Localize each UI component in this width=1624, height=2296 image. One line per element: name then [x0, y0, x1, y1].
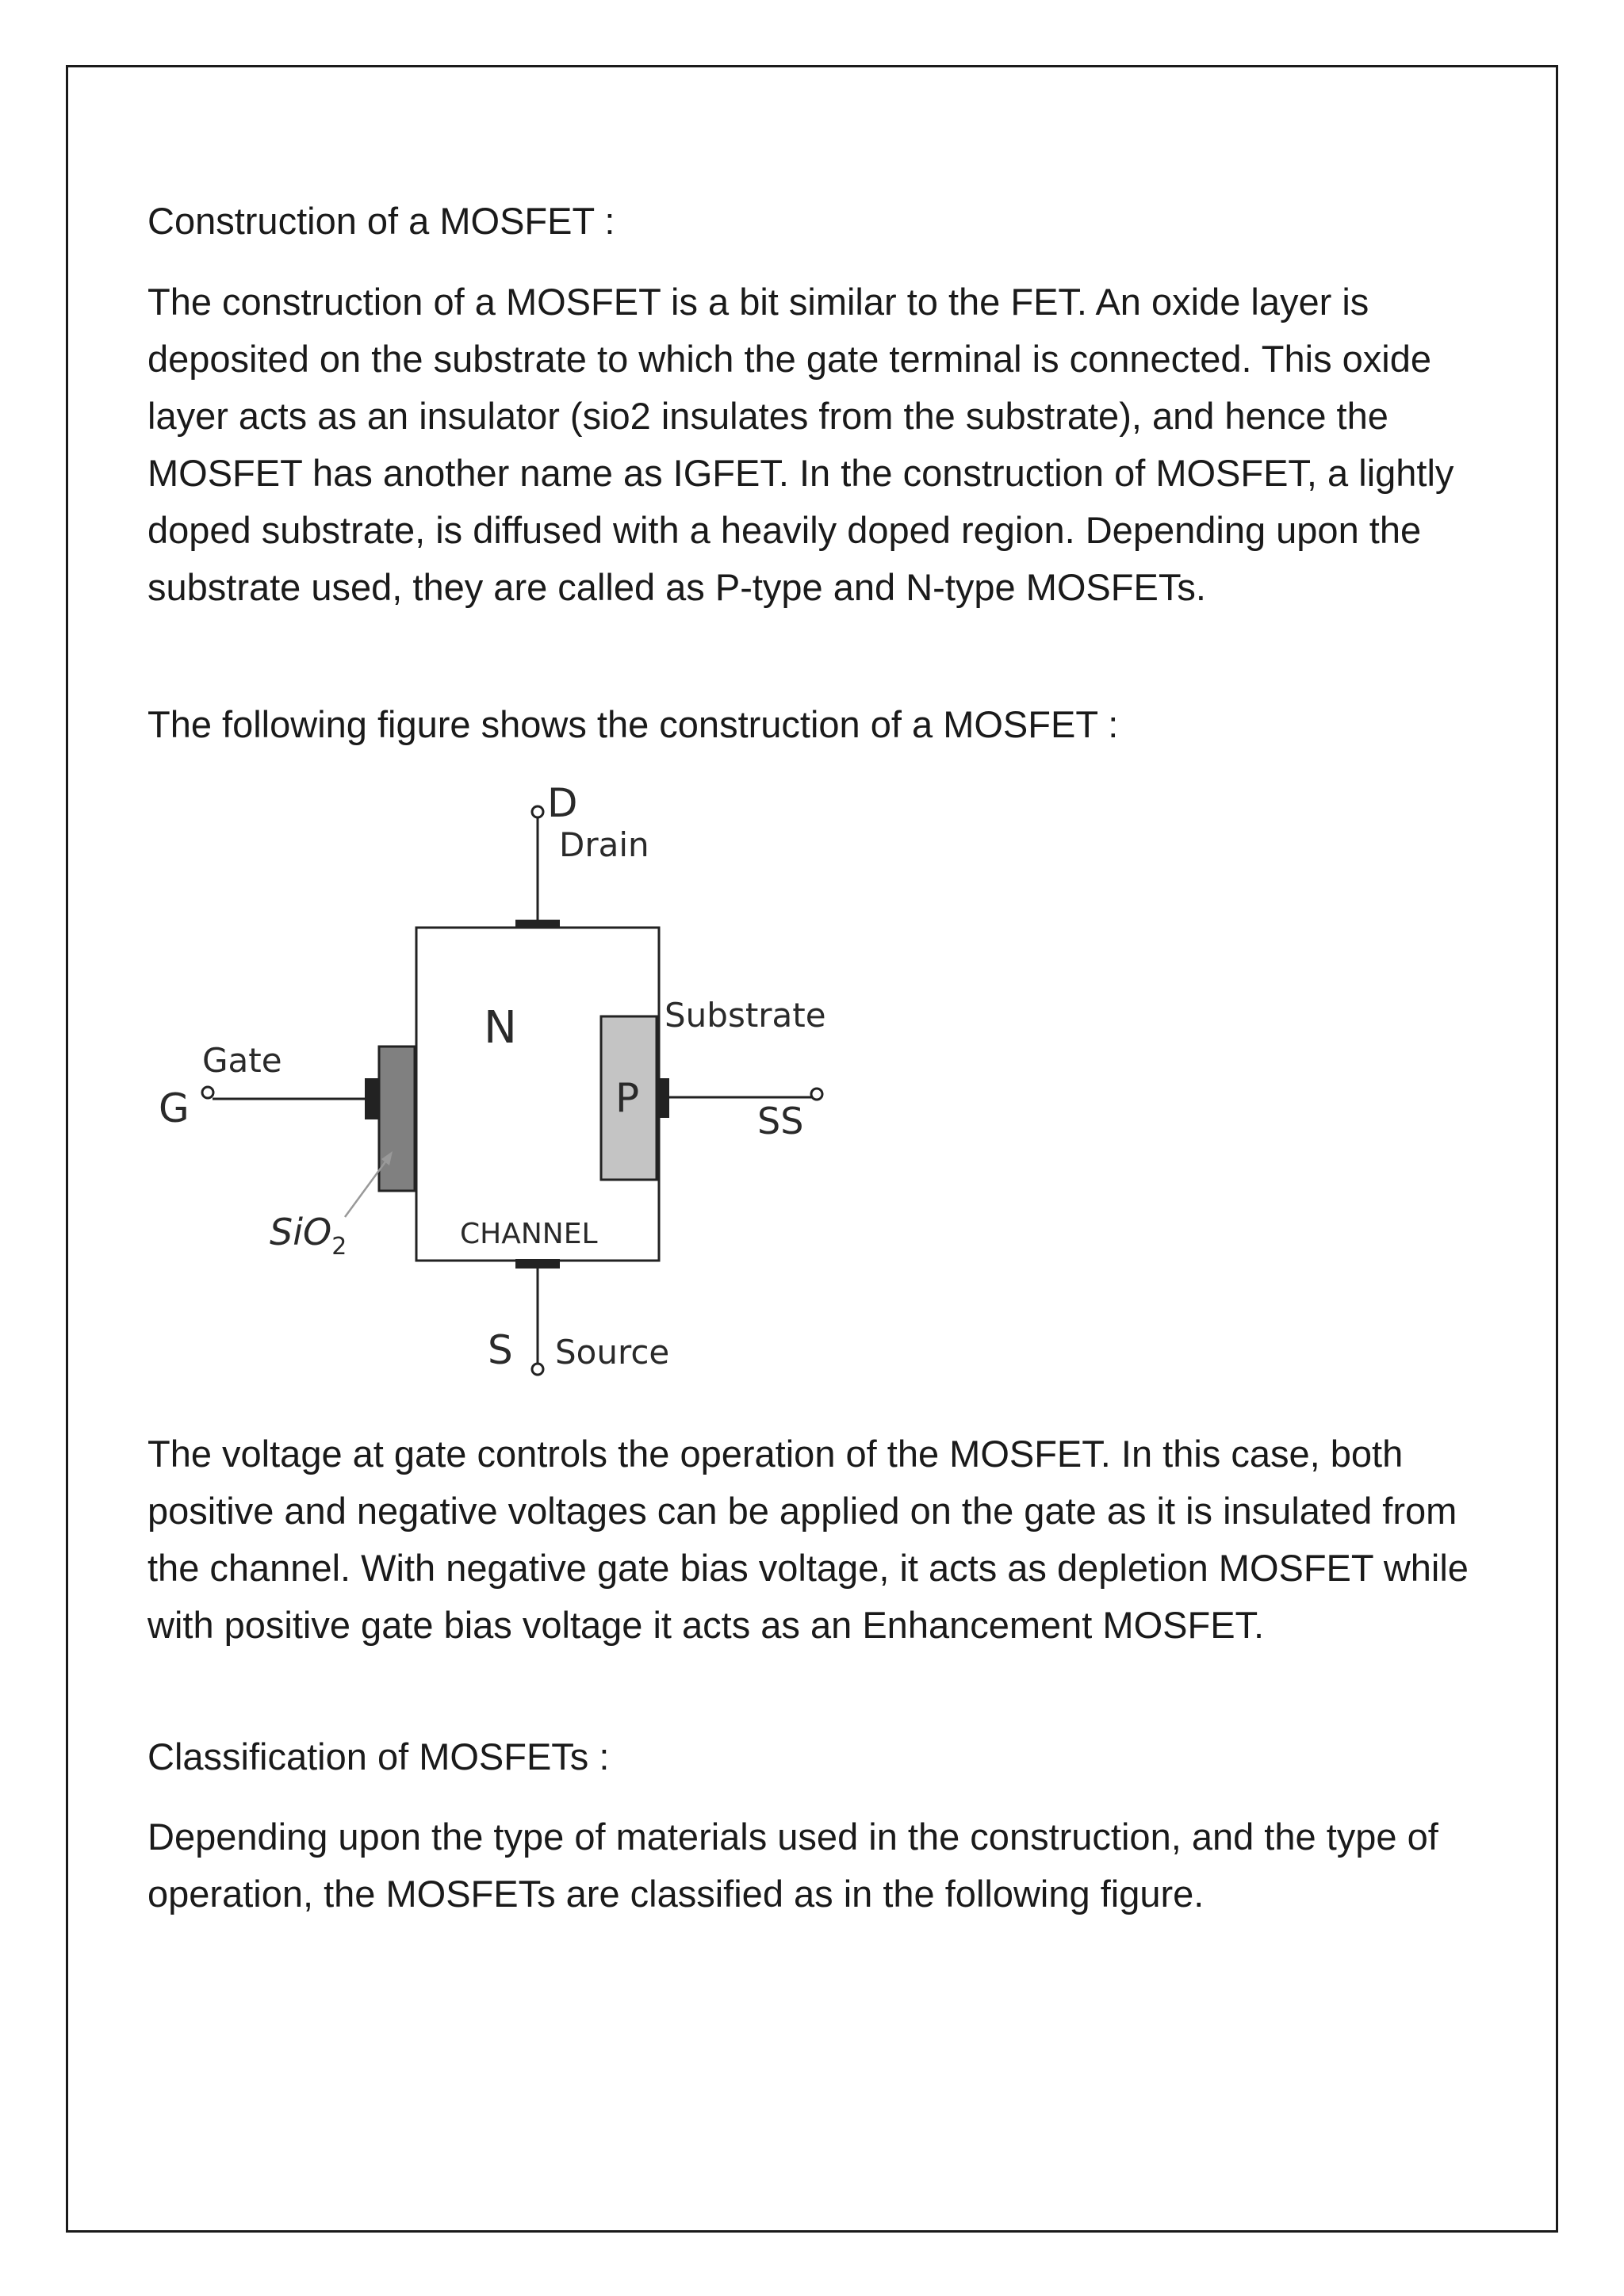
channel-label: CHANNEL — [460, 1218, 598, 1250]
substrate-label: Substrate — [665, 996, 826, 1035]
paragraph-construction: The construction of a MOSFET is a bit similar to the FET. An oxide layer is deposited on the substrate to which the gate terminal is connected. This oxide layer acts as an insulator (sio2 insulates from the substrate), and hence the MOSFET has another name as IGFET. In the construction of MOSFET, a lightly doped substrate, is diffused with a heavily doped region. Depending upon the substrate used, they are called as P-type and N-type MOSFETs. — [147, 281, 1454, 608]
p-region-label: P — [615, 1075, 640, 1121]
gate-label: Gate — [202, 1041, 282, 1080]
gate-terminal — [202, 1087, 213, 1098]
figure-intro-text: The following figure shows the construction of a MOSFET : — [147, 703, 1119, 745]
source-terminal — [532, 1364, 543, 1375]
substrate-contact — [657, 1078, 669, 1118]
n-region-label: N — [484, 1002, 517, 1054]
oxide-label: SiO$_2$ — [270, 1211, 347, 1261]
paragraph-classification: Depending upon the type of materials used in the construction, and the type of operation, the MOSFETs are classified as in the following figure. — [147, 1816, 1438, 1915]
drain-letter: D — [547, 785, 578, 826]
source-label: Source — [555, 1333, 670, 1372]
drain-terminal — [532, 806, 543, 817]
paragraph-gate-voltage: The voltage at gate controls the operation of the MOSFET. In this case, both positive and negative voltages can be applied on the gate as it is insulated from the channel. With negative gate bias voltage, it acts as depletion MOSFET while with positive gate bias voltage it acts as an Enhancement MOSFET. — [147, 1433, 1469, 1646]
oxide-layer — [379, 1047, 415, 1191]
source-contact — [515, 1259, 560, 1269]
source-letter: S — [488, 1327, 513, 1373]
gate-contact — [365, 1078, 379, 1119]
drain-label: Drain — [559, 825, 649, 864]
substrate-terminal — [811, 1089, 822, 1100]
section-heading-classification: Classification of MOSFETs : — [147, 1735, 610, 1777]
substrate-terminal-label: SS — [757, 1100, 804, 1142]
oxide-subscript: 2 — [331, 1233, 347, 1261]
mosfet-construction-diagram — [151, 785, 864, 1395]
section-heading-construction: Construction of a MOSFET : — [147, 200, 615, 242]
gate-letter: G — [159, 1085, 190, 1131]
